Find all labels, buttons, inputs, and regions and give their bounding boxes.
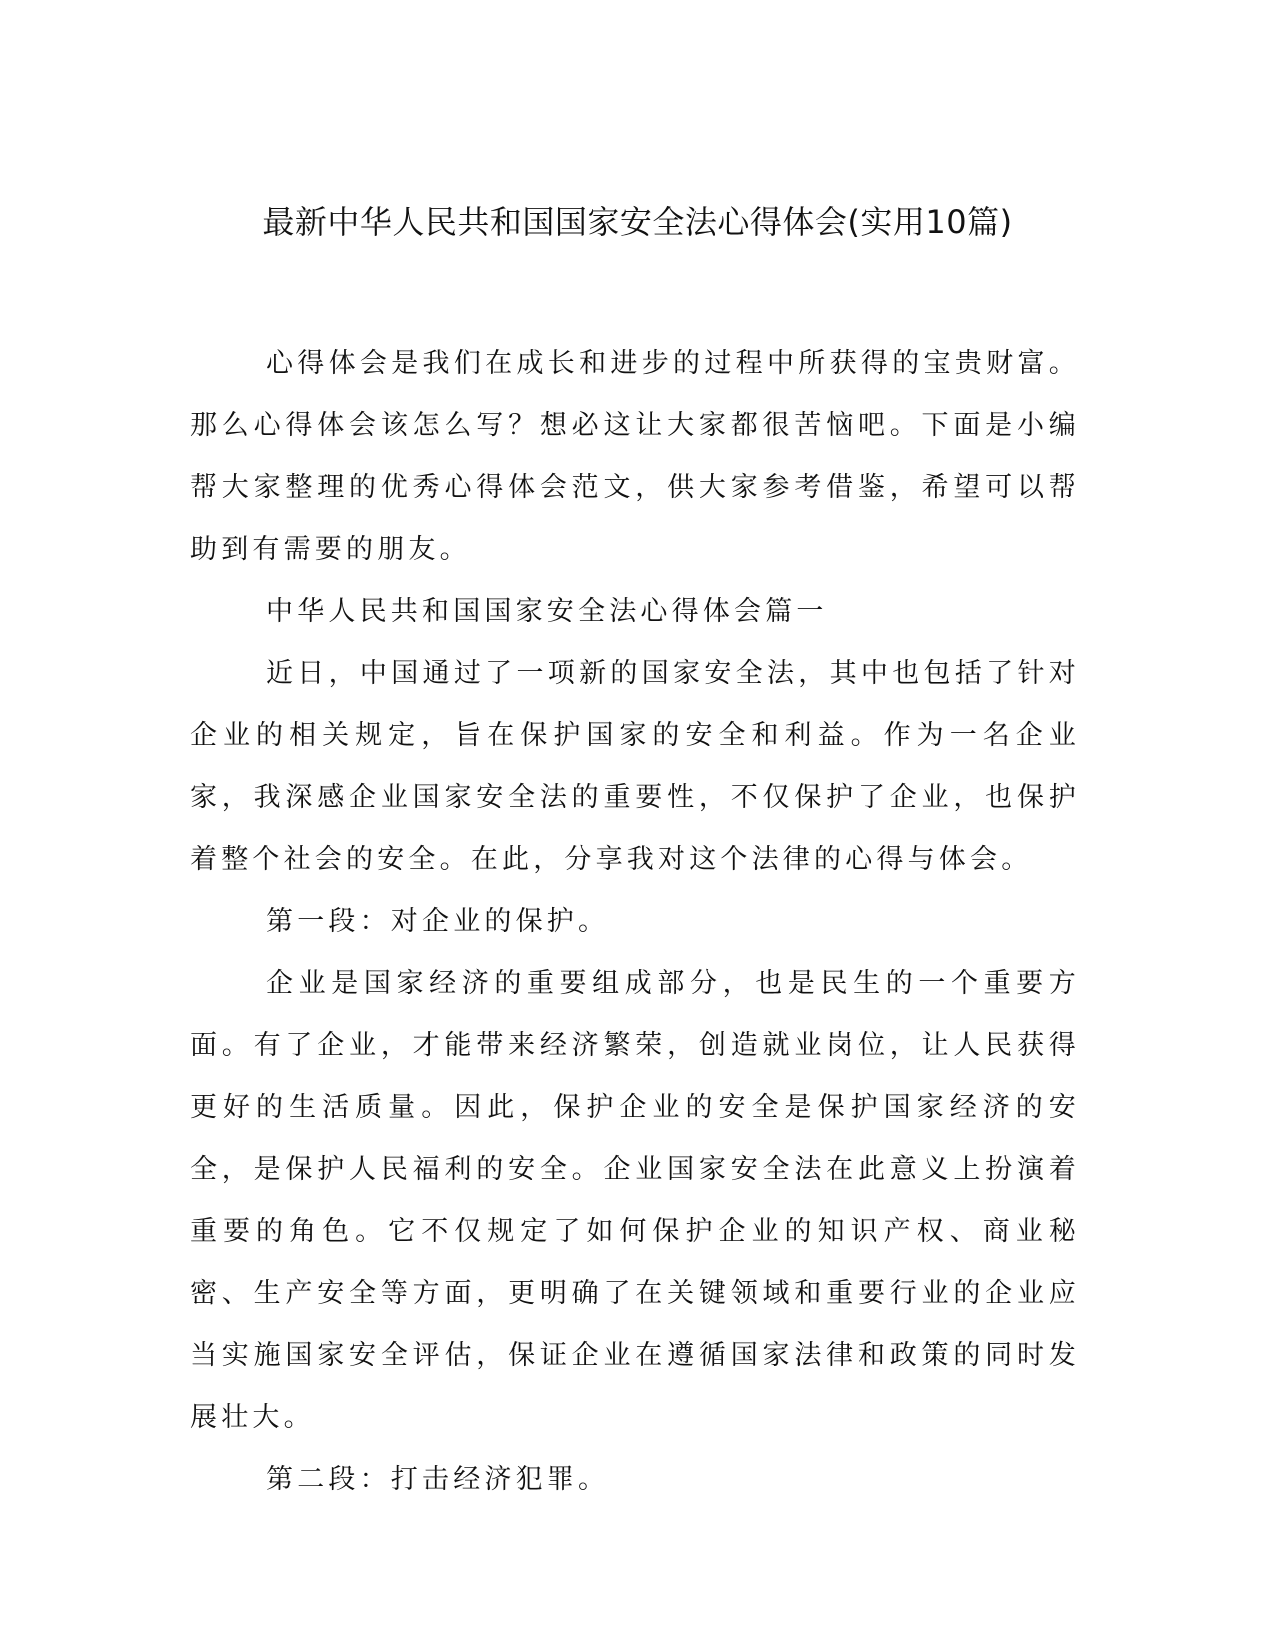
document-body xyxy=(190,333,1080,1511)
body-paragraph: 企业是国家经济的重要组成部分，也是民生的一个重要方面。有了企业，才能带来经济繁荣，创造就业岗位，让人民获得更好的生活质量。因此，保护企业的安全是保护国家经济的安全，是保护人民福利的安全。企业国家安全法在此意义上扮演着重要的角色。它不仅规定了如何保护企业的知识产权、商业秘密、生产安全等方面，更明确了在关键领域和重要行业的企业应当实施国家安全评估，保证企业在遵循国家法律和政策的同时发展壮大。 xyxy=(190,968,1080,1433)
subheading-paragraph-one: 第一段：对企业的保护。 xyxy=(266,906,610,937)
section-heading-part-one: 中华人民共和国国家安全法心得体会篇一 xyxy=(266,596,828,627)
intro-paragraph: 心得体会是我们在成长和进步的过程中所获得的宝贵财富。那么心得体会该怎么写？想必这让大家都很苦恼吧。下面是小编帮大家整理的优秀心得体会范文，供大家参考借鉴，希望可以帮助到有需要的朋友。 xyxy=(190,348,1080,565)
document-title: 最新中华人民共和国国家安全法心得体会(实用10篇) xyxy=(262,203,1013,241)
subheading-paragraph-two: 第二段：打击经济犯罪。 xyxy=(266,1464,610,1495)
body-paragraph: 近日，中国通过了一项新的国家安全法，其中也包括了针对企业的相关规定，旨在保护国家的安全和利益。作为一名企业家，我深感企业国家安全法的重要性，不仅保护了企业，也保护着整个社会的安全。在此，分享我对这个法律的心得与体会。 xyxy=(190,658,1080,875)
